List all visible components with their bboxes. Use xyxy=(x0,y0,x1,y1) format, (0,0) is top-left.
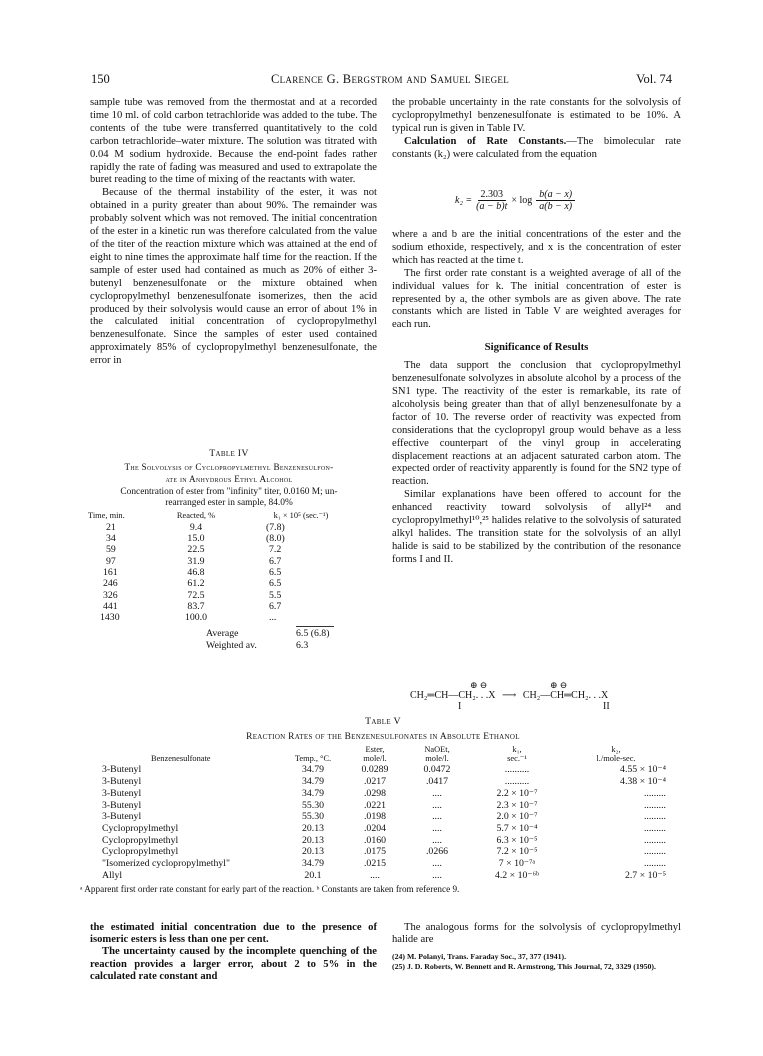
bottom-left-paragraph-1: the estimated initial concentration due to the presence of isomeric esters is less than one per cent. xyxy=(90,922,377,946)
table-row: 3-Butenyl 34.79 .0217 .0417 .......... 4.38 × 10⁻⁴ xyxy=(102,776,666,788)
table-v-grid xyxy=(86,745,666,881)
resonance-arrow: ⟶ xyxy=(501,690,517,701)
significance-heading: Significance of Results xyxy=(484,341,589,354)
calc-heading: Calculation of Rate Constants. xyxy=(404,135,567,147)
table-iv xyxy=(78,448,380,654)
table-iv-weighted-label: Weighted av. xyxy=(206,640,257,652)
resonance-form-2: CH₂—CH═CH₂. . .X xyxy=(522,690,609,701)
table-v-header-k2: l./mole-sec. xyxy=(596,754,636,764)
volume-label: Vol. 74 xyxy=(636,72,672,86)
table-v-label: Table V xyxy=(365,716,401,727)
table-iv-grid xyxy=(88,510,356,623)
equation-den-2: a(b − x) xyxy=(539,201,573,212)
table-v-header-name: Benzenesulfonate xyxy=(151,754,211,764)
table-iv-summary-rule xyxy=(296,626,334,627)
table-iv-note-2: rearranged ester in sample, 84.0% xyxy=(165,498,293,509)
left-paragraph-2: Because of the thermal instability of the ester, it was not obtained in a purity greater than about 90%. The remainder was probably solvent which was not removed. The initial concentration of the ester in a kinetic run was therefore calculated from the value of the titer of the reaction mixture which was attained at the end of eight to nine times the approximate half time for the reaction. If the sample of ester used had contained as much as 20% of either 3-butenyl benzenesulfonate or the mixture obtained when cyclopropylmethyl benzenesulfonate isomerizes, then the acid produced by their solvolysis would cause an error of about 1% in the calculated initial concentration of cyclopropylmethyl benzenesulfonate. Since the samples of ester used contained approximately 85% of cyclopropylmethyl benzenesulfonate, the error in xyxy=(90,187,377,367)
right-paragraph-1: the probable uncertainty in the rate constants for the solvolysis of cyclopropylmethyl benzenesulfonate is estimated to be 10%. A typical run is given in Table IV. xyxy=(392,97,681,134)
table-row: 3-Butenyl 55.30 .0198 .... 2.0 × 10⁻⁷ ......... xyxy=(102,811,666,823)
right-paragraph-4: The data support the conclusion that cyclopropylmethyl benzenesulfonate solvolyzes in absolute alcohol by a process of the SN1 type. The reactivity of the ester is remarkable, its rate of alcoholysis being greater than that of allyl benzenesulfonate by a factor of 10. The reverse order of reactivity was expected from considerations that the cyclopropyl group would behave as a less effective counterpart of the vinyl group in accelerating displacement reactions at an adjacent saturated carbon atom. The expected order of reactivity apparently is found for the SN2 type of reaction. xyxy=(392,360,681,488)
resonance-charge-row xyxy=(410,680,680,690)
table-iv-note-1: Concentration of ester from "infinity" titer, 0.0160 M; un- xyxy=(120,486,338,497)
table-row: 3-Butenyl 34.79 0.0289 0.0472 .......... 4.55 × 10⁻⁴ xyxy=(102,764,666,776)
table-iv-header-reacted: Reacted, % xyxy=(176,511,216,521)
table-row: 246 61.2 6.5 xyxy=(103,578,282,590)
charge-plus-1: ⊕ ⊖ xyxy=(470,680,488,690)
page-number: 150 xyxy=(91,72,110,86)
table-iv-title-1: The Solvolysis of Cyclopropylmethyl Benzenesulfon- xyxy=(124,462,334,473)
left-column xyxy=(90,97,377,368)
table-iv-header-time: Time, min. xyxy=(88,511,125,521)
table-iv-average-value: 6.5 (6.8) xyxy=(296,628,330,640)
right-paragraph-2: where a and b are the initial concentrations of the ester and the sodium ethoxide, respectively, and x is the concentration of ester which has reacted at the time t. xyxy=(392,229,681,266)
resonance-label-i: I xyxy=(458,701,462,712)
table-row: 161 46.8 6.5 xyxy=(103,566,282,578)
table-v xyxy=(80,716,686,896)
table-v-header-k1: sec.⁻¹ xyxy=(507,754,527,764)
table-row: 1430 100.0 ... xyxy=(100,612,277,624)
table-iv-header-k1: k₁ × 10⁵ (sec.⁻¹) xyxy=(273,511,329,521)
table-row: 3-Butenyl 34.79 .0298 .... 2.2 × 10⁻⁷ ......... xyxy=(102,787,666,799)
right-paragraph-3: The first order rate constant is a weighted average of all of the individual values for k. The initial concentration of ester is represented by a, the other symbols are as given above. The rate constants which are listed in Table V are weighted averages for each run. xyxy=(392,267,681,331)
table-row: Cyclopropylmethyl 20.13 .0160 .... 6.3 × 10⁻⁵ ......... xyxy=(102,834,666,846)
table-iv-header-row xyxy=(88,510,356,521)
table-row: 34 15.0 (8.0) xyxy=(106,533,285,545)
table-row: 97 31.9 6.7 xyxy=(106,555,282,567)
charge-plus-2: ⊕ ⊖ xyxy=(550,680,568,690)
table-iv-weighted-value: 6.3 xyxy=(296,640,309,652)
table-row: 3-Butenyl 55.30 .0221 .... 2.3 × 10⁻⁷ ......... xyxy=(102,799,666,811)
rate-equation xyxy=(455,189,575,212)
equation-num-1: 2.303 xyxy=(478,189,507,201)
bottom-left-column xyxy=(90,922,377,983)
table-row: "Isomerized cyclopropylmethyl" 34.79 .0215 .... 7 × 10⁻⁷ᵃ ......... xyxy=(102,858,666,870)
equation-num-2: b(a − x) xyxy=(536,189,575,201)
equation-lhs: k₂ = xyxy=(455,195,473,206)
table-v-header-temp: Temp., °C. xyxy=(294,754,332,764)
table-row: 326 72.5 5.5 xyxy=(103,589,282,601)
calc-text: —The bimolecular rate constants (k₂) were calculated from the equation xyxy=(392,135,681,160)
table-v-footnote: ᵃ Apparent first order rate constant for early part of the reaction. ᵇ Constants are taken from reference 9. xyxy=(80,884,460,895)
table-row: Cyclopropylmethyl 20.13 .0204 .... 5.7 × 10⁻⁴ ......... xyxy=(102,822,666,834)
table-iv-summary xyxy=(78,626,380,654)
bottom-left-paragraph-2: The uncertainty caused by the incomplete quenching of the reaction provides a larger error, about 2 to 5% in the calculated rate constant and xyxy=(90,946,377,982)
bottom-right-paragraph: The analogous forms for the solvolysis of cyclopropylmethyl halide are xyxy=(392,922,681,946)
table-iv-average-label: Average xyxy=(206,628,239,640)
table-row: 59 22.5 7.2 xyxy=(106,544,282,556)
resonance-forms xyxy=(410,680,680,713)
resonance-equation xyxy=(410,690,680,701)
table-v-header-ester: mole/l. xyxy=(363,754,387,764)
reference-25: (25) J. D. Roberts, W. Bennett and R. Armstrong, This Journal, 72, 3329 (1950). xyxy=(392,962,656,972)
table-row: Allyl 20.1 .... .... 4.2 × 10⁻⁶ᵇ 2.7 × 10⁻⁵ xyxy=(102,869,666,881)
left-paragraph-1: sample tube was removed from the thermostat and at a recorded time 10 ml. of cold carbon tetrachloride was added to the tube. The contents of the tube were transferred quantitatively to the cold carbon tetrachloride–water mixture. The solution was titrated with 0.04 M sodium hydroxide. Because the end-point fades rather rapidly the rate of fading was measured and used to extrapolate the buret reading to the time of mixing of the reactants with water. xyxy=(90,97,377,186)
right-column xyxy=(392,97,681,162)
equation-times-log: × log xyxy=(511,195,533,206)
resonance-label-ii: II xyxy=(603,701,610,712)
right-paragraph-5: Similar explanations have been offered to account for the enhanced reactivity toward solvolysis of allyl²⁴ and cyclopropylmethyl¹⁰,²⁵ halides relative to the solvolysis of saturated alkyl halides. The transition state for the solvolysis of an allyl halide is said to be stabilized by the contribution of the resonance forms I and II. xyxy=(392,489,681,565)
table-v-title: Reaction Rates of the Benzenesulfonates in Absolute Ethanol xyxy=(246,731,520,742)
reference-24: (24) M. Polanyi, Trans. Faraday Soc., 37, 377 (1941). xyxy=(392,952,567,962)
table-v-header-row xyxy=(86,754,666,764)
table-iv-label: Table IV xyxy=(209,448,249,459)
resonance-form-1: CH₂═CH—CH₂. . .X xyxy=(410,690,496,701)
resonance-labels xyxy=(410,701,680,713)
table-row: 441 83.7 6.7 xyxy=(103,600,282,612)
table-row: 21 9.4 (7.8) xyxy=(106,521,285,533)
equation-fraction-2 xyxy=(536,189,575,212)
right-column-cont xyxy=(392,229,681,567)
calc-paragraph xyxy=(392,136,681,162)
equation-den-1: (a − b)t xyxy=(476,201,508,212)
table-iv-title-2: ate in Anhydrous Ethyl Alcohol xyxy=(165,473,293,484)
table-v-header-naoet: mole/l. xyxy=(425,754,449,764)
table-v-header-top: Ester, NaOEt, k₁, k₂, xyxy=(365,745,621,755)
bottom-right-column xyxy=(392,922,681,972)
running-head-authors: Clarence G. Bergstrom and Samuel Siegel xyxy=(270,72,510,86)
equation-fraction-1 xyxy=(476,189,507,212)
table-row: Cyclopropylmethyl 20.13 .0175 .0266 7.2 × 10⁻⁵ ......... xyxy=(102,846,666,858)
